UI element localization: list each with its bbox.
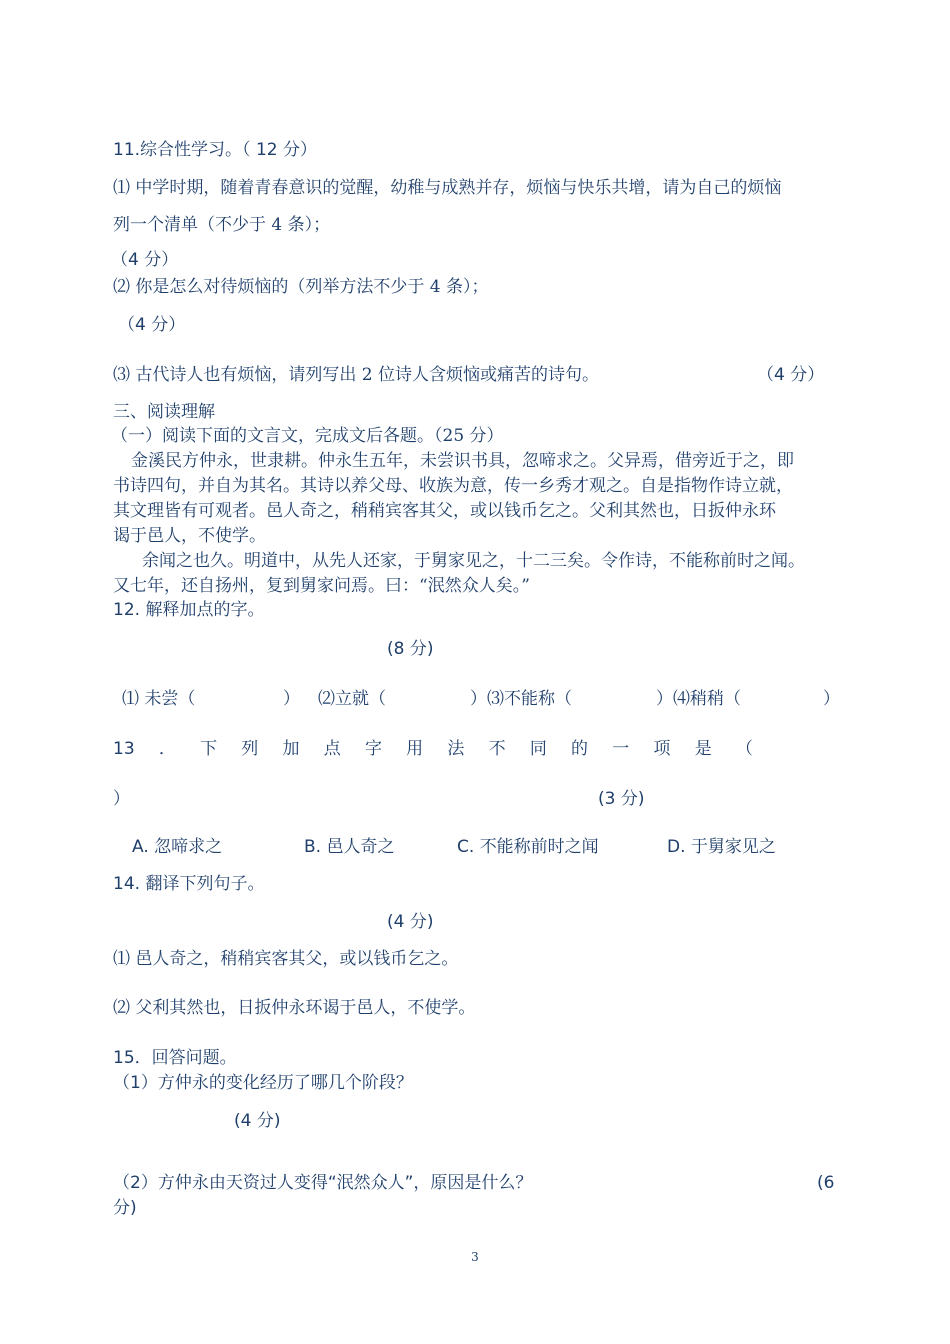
q13-option-a (132, 836, 222, 858)
q13-char: 的 (571, 739, 589, 759)
option-text: 不能称前时之闻 (479, 837, 599, 857)
q14-title: 14. 翻译下列句子。 (113, 874, 265, 894)
page-number: 3 (471, 1250, 479, 1264)
passage-line: 书诗四句，并自为其名。其诗以养父母、收族为意，传一乡秀才观之。自是指物作诗立就， (113, 476, 793, 496)
passage-line: 其文理皆有可观者。邑人奇之，稍稍宾客其父，或以钱币乞之。父利其然也，日扳仲永环 (113, 501, 776, 521)
q13-option-c (457, 836, 599, 858)
q13-char: 列 (241, 739, 259, 759)
q12-item: ⑵立就（ (318, 689, 386, 709)
q11-part1-line1: ⑴ 中学时期，随着青春意识的觉醒，幼稚与成熟并存，烦恼与快乐共增，请为自己的烦恼 (113, 178, 782, 198)
q15-part2: （2）方仲永由天资过人变得“泯然众人”，原因是什么？ (113, 1173, 533, 1193)
q13-char: 同 (529, 739, 547, 759)
q11-title: 11.综合性学习。（ 12 分） (113, 140, 317, 160)
q15-title: 15．回答问题。 (113, 1048, 237, 1068)
passage-line: 又七年，还自扬州，复到舅家问焉。曰：“泯然众人矣。” (113, 576, 530, 596)
section-heading: 三、阅读理解 (113, 402, 215, 422)
q14-score: (4 分) (387, 912, 434, 932)
q13-char: 一 (612, 739, 630, 759)
q13-char: （ (735, 739, 753, 759)
option-letter: D. (667, 837, 686, 857)
q13-char: 点 (323, 739, 341, 759)
q11-part3: ⑶ 古代诗人也有烦恼，请列写出 2 位诗人含烦恼或痛苦的诗句。 (113, 365, 600, 385)
q13-char: 下 (200, 739, 218, 759)
q12-item: ）⑶不能称（ (470, 689, 572, 709)
q13-option-d (667, 836, 776, 858)
passage-line: 金溪民方仲永，世隶耕。仲永生五年，未尝识书具，忽啼求之。父异焉，借旁近于之，即 (131, 451, 794, 471)
q13-char: 13 (113, 739, 135, 759)
q11-part3-score: （4 分） (757, 365, 825, 385)
option-text: 于舅家见之 (690, 837, 776, 857)
q15-part1: （1）方仲永的变化经历了哪几个阶段？ (113, 1073, 413, 1093)
q11-part1-line2: 列一个清单（不少于 4 条）； (113, 215, 331, 235)
q13-option-b (304, 836, 394, 858)
q12-item: ）⑷稍稍（ (656, 689, 741, 709)
q12-item: ⑴ 未尝（ (122, 689, 196, 709)
q12-title: 12. 解释加点的字。 (113, 600, 265, 620)
option-text: 邑人奇之 (326, 837, 395, 857)
q14-sentence-2: ⑵ 父利其然也，日扳仲永环谒于邑人，不使学。 (113, 998, 476, 1018)
q12-item: ） (283, 689, 300, 709)
q13-char: 是 (694, 739, 712, 759)
q13-char: 项 (653, 739, 671, 759)
q13-question-line (113, 738, 753, 760)
q11-part2: ⑵ 你是怎么对待烦恼的（列举方法不少于 4 条）； (113, 277, 489, 297)
passage-line: 余闻之也久。明道中，从先人还家，于舅家见之，十二三矣。令作诗，不能称前时之闻。 (142, 551, 805, 571)
q14-sentence-1: ⑴ 邑人奇之，稍稍宾客其父，或以钱币乞之。 (113, 949, 459, 969)
q15-part2-score-cont: 分) (113, 1198, 137, 1218)
q13-char: 字 (364, 739, 382, 759)
q13-char: ． (158, 739, 176, 759)
q13-char: 用 (406, 739, 424, 759)
q13-char: 不 (488, 739, 506, 759)
section-subheading: （一）阅读下面的文言文，完成文后各题。（25 分） (111, 426, 504, 446)
q13-score: (3 分) (598, 789, 645, 809)
passage-line: 谒于邑人，不使学。 (113, 526, 266, 546)
q15-part2-score: (6 (817, 1173, 835, 1193)
q11-part1-score: （4 分） (111, 250, 179, 270)
option-letter: B. (304, 837, 322, 857)
q11-part2-score: （4 分） (118, 315, 186, 335)
option-letter: C. (457, 837, 475, 857)
q13-char: 加 (282, 739, 300, 759)
option-text: 忽啼求之 (154, 837, 223, 857)
q12-item: ） (823, 689, 840, 709)
option-letter: A. (132, 837, 149, 857)
q13-close-paren: ） (113, 789, 130, 809)
q12-score: (8 分) (387, 639, 434, 659)
q15-part1-score: (4 分) (234, 1111, 281, 1131)
q13-char: 法 (447, 739, 465, 759)
